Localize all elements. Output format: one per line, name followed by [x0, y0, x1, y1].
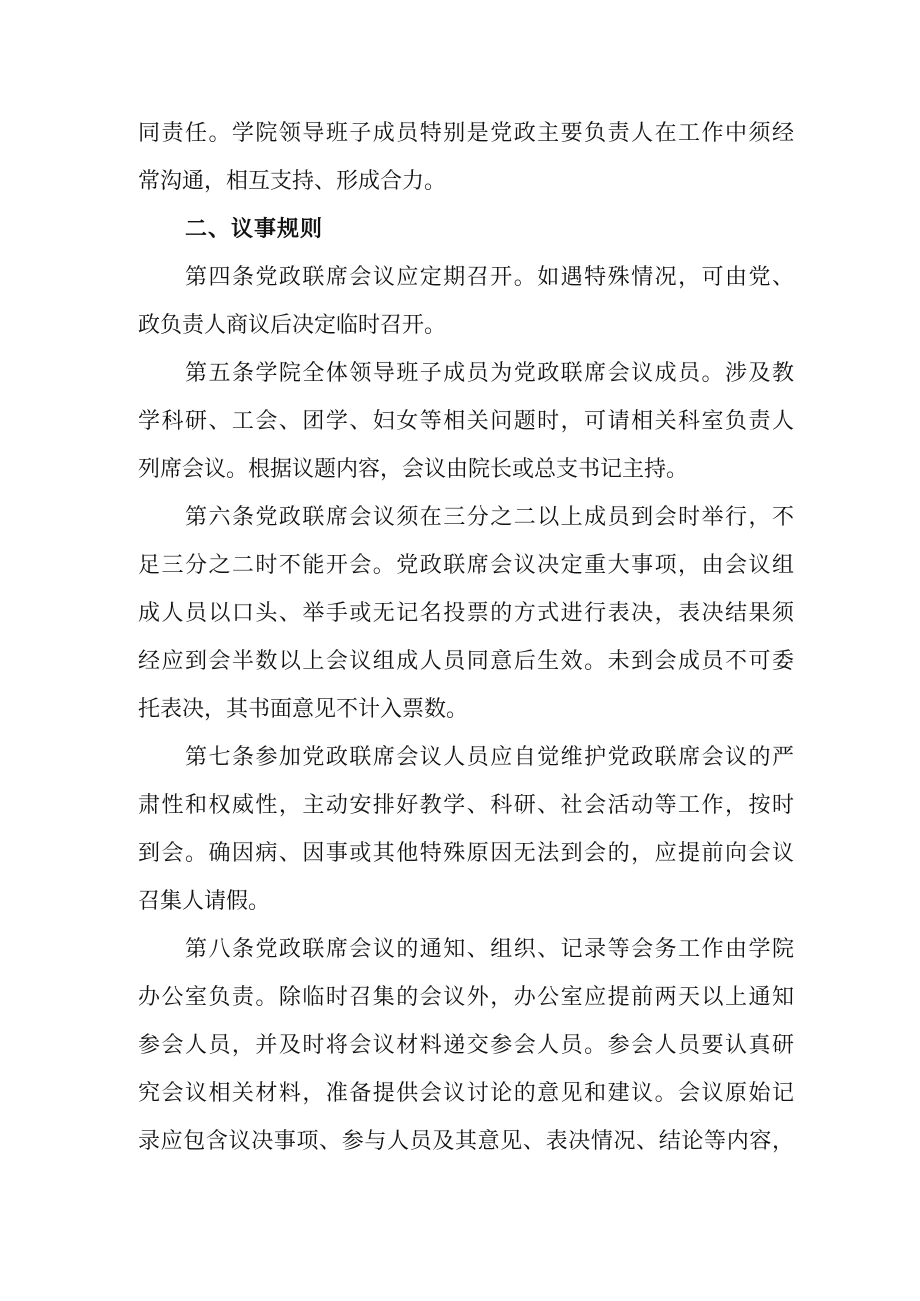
text-line: 常沟通，相互支持、形成合力。: [138, 169, 447, 194]
text-line: 究会议相关材料，准备提供会议讨论的意见和建议。会议原始记: [138, 1081, 794, 1106]
paragraph-article-8: [138, 926, 794, 1166]
text-line: 足三分之二时不能开会。党政联席会议决定重大事项，由会议组: [138, 553, 794, 578]
text-line: 同责任。学院领导班子成员特别是党政主要负责人在工作中须经: [138, 121, 794, 146]
paragraph-article-5: [138, 350, 794, 494]
text-line: 参会人员，并及时将会议材料递交参会人员。参会人员要认真研: [138, 1033, 794, 1058]
text-line: 办公室负责。除临时召集的会议外，办公室应提前两天以上通知: [138, 985, 794, 1010]
text-line: 第四条党政联席会议应定期召开。如遇特殊情况，可由党、: [185, 265, 794, 290]
text-line: 录应包含议决事项、参与人员及其意见、表决情况、结论等内容，: [138, 1129, 794, 1154]
document-body: [138, 110, 794, 1166]
text-line: 第八条党政联席会议的通知、组织、记录等会务工作由学院: [185, 937, 794, 962]
text-line: 到会。确因病、因事或其他特殊原因无法到会的，应提前向会议: [138, 841, 794, 866]
section-heading-rules: 二、议事规则: [185, 217, 324, 242]
text-line: 托表决，其书面意见不计入票数。: [138, 697, 469, 722]
text-line: 经应到会半数以上会议组成人员同意后生效。未到会成员不可委: [138, 649, 794, 674]
paragraph-continued: [138, 110, 794, 206]
text-line: 召集人请假。: [138, 889, 271, 914]
text-line: 第五条学院全体领导班子成员为党政联席会议成员。涉及教: [185, 361, 794, 386]
text-line: 列席会议。根据议题内容，会议由院长或总支书记主持。: [138, 457, 689, 482]
text-line: 第七条参加党政联席会议人员应自觉维护党政联席会议的严: [185, 745, 794, 770]
paragraph-article-4: [138, 254, 794, 350]
text-line: 第六条党政联席会议须在三分之二以上成员到会时举行，不: [185, 505, 794, 530]
paragraph-article-7: [138, 734, 794, 926]
paragraph-article-6: [138, 494, 794, 734]
text-line: 政负责人商议后决定临时召开。: [138, 313, 447, 338]
text-line: 成人员以口头、举手或无记名投票的方式进行表决，表决结果须: [138, 601, 794, 626]
text-line: 肃性和权威性，主动安排好教学、科研、社会活动等工作，按时: [138, 793, 794, 818]
text-line: 学科研、工会、团学、妇女等相关问题时，可请相关科室负责人: [138, 409, 794, 434]
